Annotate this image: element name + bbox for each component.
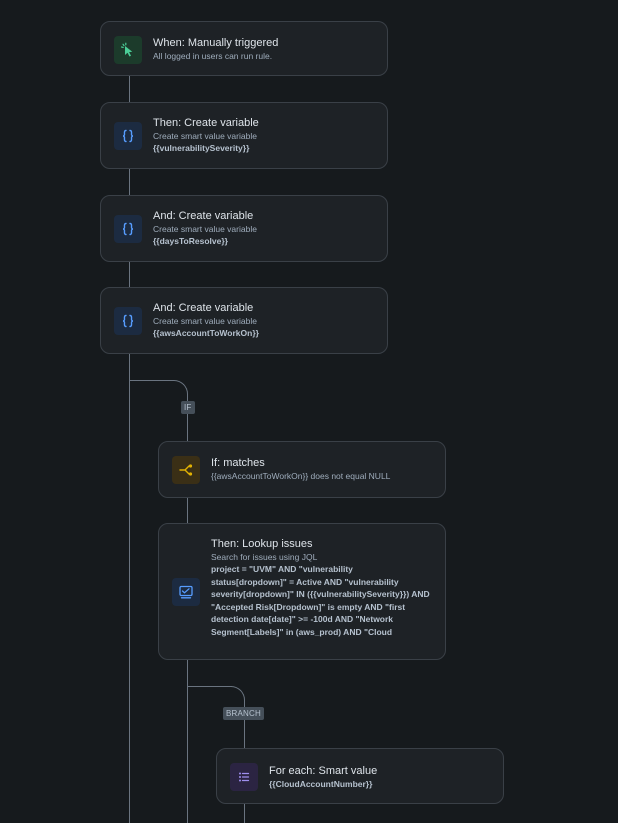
variable-name: {{awsAccountToWorkOn}}	[153, 328, 259, 338]
create-variable-title: And: Create variable	[153, 210, 254, 222]
curly-braces-icon	[114, 307, 142, 335]
trigger-card[interactable]	[100, 21, 388, 76]
create-variable-subtitle: Create smart value variable	[153, 131, 257, 141]
branch-condition-icon	[172, 456, 200, 484]
variable-name: {{vulnerabilitySeverity}}	[153, 143, 250, 153]
connector-main	[129, 75, 130, 823]
create-variable-subtitle: Create smart value variable	[153, 224, 257, 234]
branch-tag[interactable]: BRANCH	[223, 707, 264, 720]
condition-card[interactable]	[158, 441, 446, 498]
condition-subtitle: {{awsAccountToWorkOn}} does not equal NULL	[211, 471, 391, 481]
for-each-value: {{CloudAccountNumber}}	[269, 779, 373, 789]
for-each-card[interactable]	[216, 748, 504, 804]
curly-braces-icon	[114, 122, 142, 150]
create-variable-card-2[interactable]	[100, 195, 388, 262]
condition-title: If: matches	[211, 457, 265, 469]
cursor-click-icon	[114, 36, 142, 64]
curly-braces-icon	[114, 215, 142, 243]
trigger-title: When: Manually triggered	[153, 37, 279, 49]
connector-branch-v2	[244, 803, 245, 823]
lookup-issues-title: Then: Lookup issues	[211, 538, 313, 550]
trigger-subtitle: All logged in users can run rule.	[153, 51, 273, 61]
lookup-issues-subtitle: Search for issues using JQL	[211, 552, 318, 562]
connector-if-v3	[187, 659, 188, 823]
create-variable-card-1[interactable]	[100, 102, 388, 169]
variable-name: {{daysToResolve}}	[153, 236, 228, 246]
create-variable-title: Then: Create variable	[153, 117, 259, 129]
if-tag[interactable]: IF	[181, 401, 195, 414]
search-issues-icon	[172, 578, 200, 606]
create-variable-subtitle: Create smart value variable	[153, 316, 257, 326]
jql-query: project = "UVM" AND "vulnerability status[dropdown]" = Active AND "vulnerability severity[dropdown]" IN ({{vulnerabilitySeverity}}) AND "Accepted Risk[Dropdown]" is empty AND "first detection date[date]" >= -100d AND "Network Segment[Labels]" in (aws_prod) AND "Cloud	[211, 564, 430, 637]
for-each-title: For each: Smart value	[269, 765, 378, 777]
create-variable-card-3[interactable]	[100, 287, 388, 354]
lookup-issues-card[interactable]	[158, 523, 446, 660]
connector-if-v2	[187, 497, 188, 523]
list-icon	[230, 763, 258, 791]
create-variable-title: And: Create variable	[153, 302, 254, 314]
